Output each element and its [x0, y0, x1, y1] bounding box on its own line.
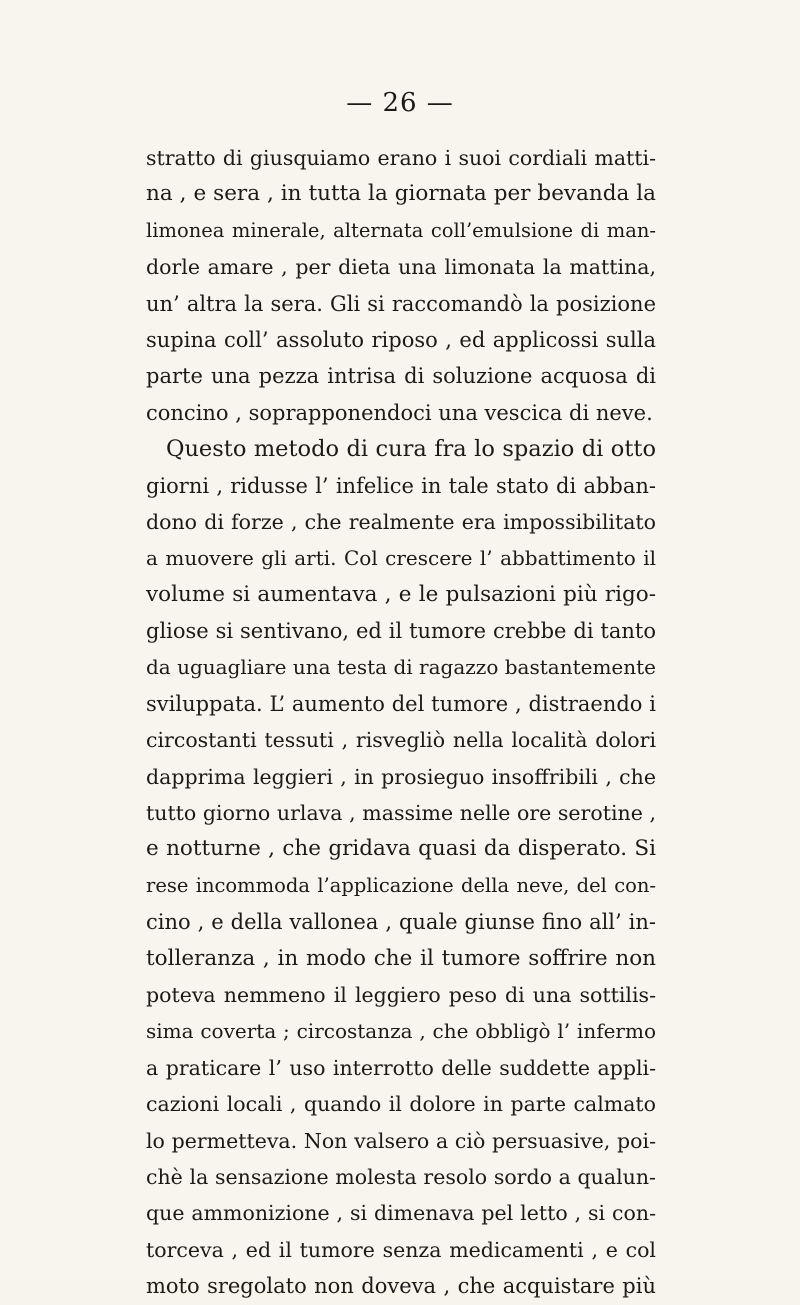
text-line: tolleranza , in modo che il tumore soffrire non [146, 945, 656, 971]
text-line: lo permetteva. Non valsero a ciò persuasive, poi- [146, 1128, 656, 1153]
text-line: volume si aumentava , e le pulsazioni più rigo- [146, 581, 656, 607]
text-line: rese incommoda l’applicazione della neve, del con- [146, 873, 656, 897]
text-line: cino , e della vallonea , quale giunse fino all’ in- [146, 910, 656, 935]
text-line: sviluppata. L’ aumento del tumore , distraendo i [146, 691, 656, 716]
text-line: cazioni locali , quando il dolore in parte calmato [146, 1092, 656, 1117]
text-line: que ammonizione , si dimenava pel letto , si con- [146, 1201, 656, 1226]
body-text [146, 140, 656, 1305]
text-line: un’ altra la sera. Gli si raccomandò la posizione [146, 291, 656, 316]
text-line: a muovere gli arti. Col crescere l’ abbattimento il [146, 546, 656, 571]
text-line: na , e sera , in tutta la giornata per bevanda la [146, 181, 656, 207]
text-line: parte una pezza intrisa di soluzione acquosa di [146, 364, 656, 389]
text-line: circostanti tessuti , risvegliò nella località dolori [146, 728, 656, 753]
text-line: torceva , ed il tumore senza medicamenti , e col [146, 1237, 656, 1262]
page-number: — 26 — [346, 88, 454, 118]
text-line: gliose si sentivano, ed il tumore crebbe di tanto [146, 619, 656, 644]
text-line: a praticare l’ uso interrotto delle suddette appli- [146, 1055, 656, 1080]
text-line: dorle amare , per dieta una limonata la mattina, [146, 255, 656, 280]
text-line: stratto di giusquiamo erano i suoi cordiali matti- [146, 146, 656, 170]
text-line: poteva nemmeno il leggiero peso di una sottilis- [146, 982, 656, 1007]
text-line: moto sregolato non doveva , che acquistare più [146, 1274, 656, 1299]
text-line: Questo metodo di cura fra lo spazio di otto [166, 436, 656, 463]
text-line: limonea minerale, alternata coll’emulsione di man- [146, 218, 656, 242]
text-line: concino , soprapponendoci una vescica di neve. [146, 400, 653, 425]
text-line: dono di forze , che realmente era impossibilitato [146, 509, 656, 534]
text-line: chè la sensazione molesta resolo sordo a qualun- [146, 1164, 656, 1189]
text-line: giorni , ridusse l’ infelice in tale stato di abban- [146, 473, 656, 498]
text-line: e notturne , che gridava quasi da disperato. Si [146, 836, 656, 862]
text-line: tutto giorno urlava , massime nelle ore serotine , [146, 801, 656, 826]
text-line: sima coverta ; circostanza , che obbligò l’ infermo [146, 1019, 656, 1044]
text-line: da uguagliare una testa di ragazzo bastantemente [146, 655, 656, 680]
text-line: supina coll’ assoluto riposo , ed applicossi sulla [146, 327, 656, 352]
text-line: dapprima leggieri , in prosieguo insoffribili , che [146, 764, 656, 789]
